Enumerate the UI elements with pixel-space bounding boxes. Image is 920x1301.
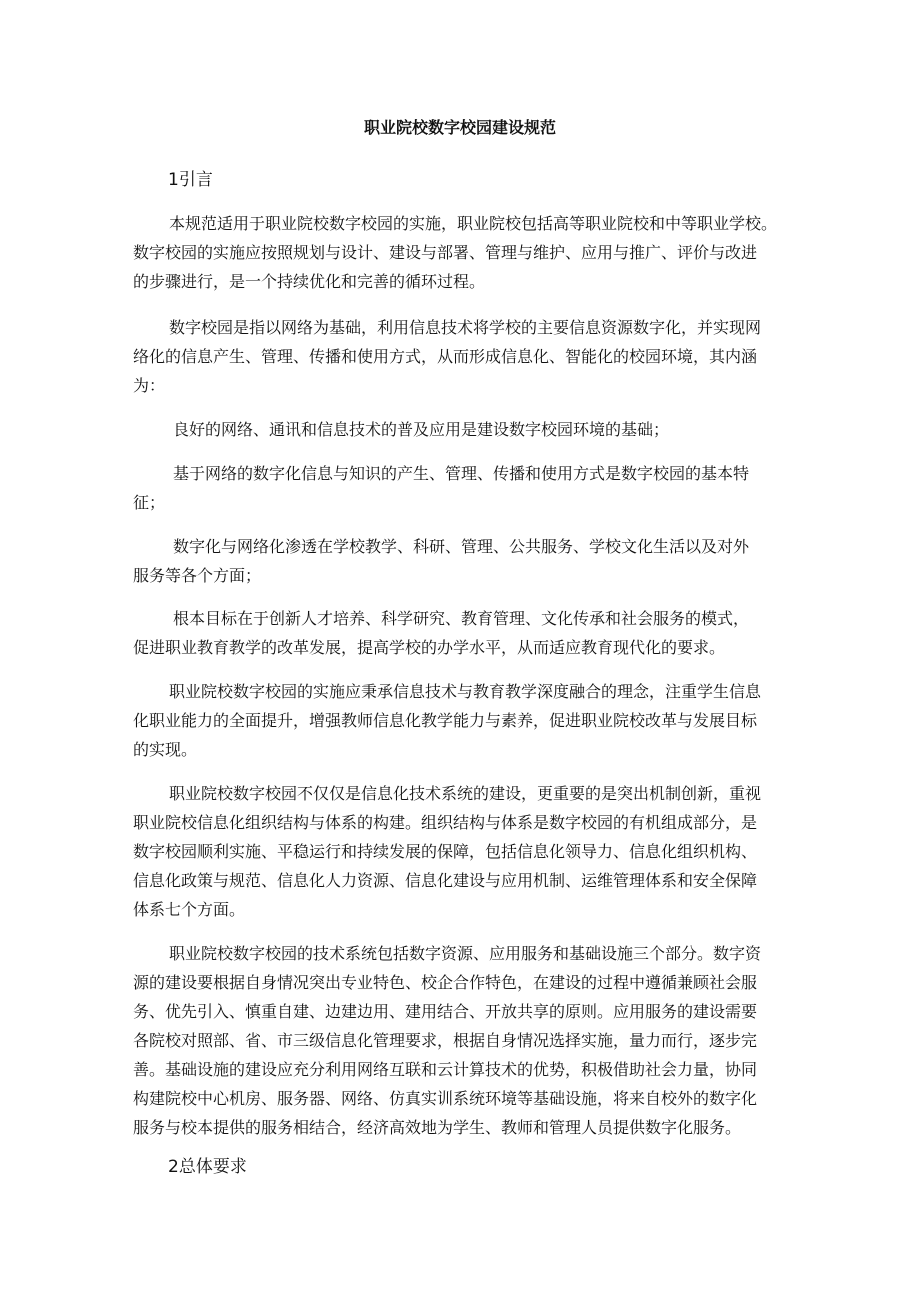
paragraph-connotation-1 — [133, 415, 795, 444]
paragraph-connotation-2 — [133, 459, 795, 517]
paragraph-line: 化职业能力的全面提升，增强教师信息化教学能力与素养，促进职业院校改革与发展目标 — [133, 711, 758, 730]
paragraph-line: 职业院校数字校园不仅仅是信息化技术系统的建设，更重要的是突出机制创新，重视 — [169, 784, 762, 803]
paragraph-line: 的步骤进行，是一个持续优化和完善的循环过程。 — [133, 272, 486, 291]
paragraph-line: 服务等各个方面； — [133, 566, 262, 585]
paragraph-line: 服务与校本提供的服务相结合，经济高效地为学生、教师和管理人员提供数字化服务。 — [133, 1118, 742, 1137]
paragraph-organization — [133, 779, 795, 924]
paragraph-line: 信息化政策与规范、信息化人力资源、信息化建设与应用机制、运维管理体系和安全保障 — [133, 871, 758, 890]
paragraph-line: 良好的网络、通讯和信息技术的普及应用是建设数字校园环境的基础； — [173, 420, 670, 439]
paragraph-line: 促进职业教育教学的改革发展，提高学校的办学水平，从而适应教育现代化的要求。 — [133, 638, 726, 657]
paragraph-scope — [133, 209, 795, 296]
paragraph-line: 数字校园是指以网络为基础，利用信息技术将学校的主要信息资源数字化，并实现网 — [169, 318, 762, 337]
paragraph-line: 构建院校中心机房、服务器、网络、仿真实训系统环境等基础设施，将来自校外的数字化 — [133, 1089, 758, 1108]
paragraph-line: 为： — [133, 376, 166, 395]
paragraph-line: 职业院校数字校园的实施应秉承信息技术与教育教学深度融合的理念，注重学生信息 — [169, 682, 762, 701]
paragraph-connotation-3 — [133, 532, 795, 590]
document-title: 职业院校数字校园建设规范 — [363, 118, 556, 137]
paragraph-line: 数字校园顺利实施、平稳运行和持续发展的保障，包括信息化领导力、信息化组织机构、 — [133, 842, 758, 861]
paragraph-line: 善。基础设施的建设应充分利用网络互联和云计算技术的优势，积极借助社会力量，协同 — [133, 1060, 758, 1079]
paragraph-line: 职业院校数字校园的技术系统包括数字资源、应用服务和基础设施三个部分。数字资 — [169, 944, 762, 963]
paragraph-line: 本规范适用于职业院校数字校园的实施，职业院校包括高等职业院校和中等职业学校。 — [169, 214, 778, 233]
paragraph-line: 根本目标在于创新人才培养、科学研究、教育管理、文化传承和社会服务的模式， — [173, 609, 750, 628]
paragraph-line: 数字校园的实施应按照规划与设计、建设与部署、管理与维护、应用与推广、评价与改进 — [133, 243, 758, 262]
paragraph-line: 数字化与网络化渗透在学校教学、科研、管理、公共服务、学校文化生活以及对外 — [173, 537, 750, 556]
paragraph-line: 务、优先引入、慎重自建、边建边用、建用结合、开放共享的原则。应用服务的建设需要 — [133, 1002, 758, 1021]
paragraph-line: 职业院校信息化组织结构与体系的构建。组织结构与体系是数字校园的有机组成部分，是 — [133, 813, 758, 832]
paragraph-line: 各院校对照部、省、市三级信息化管理要求，根据自身情况选择实施，量力而行，逐步完 — [133, 1031, 758, 1050]
paragraph-line: 络化的信息产生、管理、传播和使用方式，从而形成信息化、智能化的校园环境，其内涵 — [133, 347, 758, 366]
paragraph-line: 基于网络的数字化信息与知识的产生、管理、传播和使用方式是数字校园的基本特 — [173, 464, 750, 483]
paragraph-line: 征； — [133, 493, 166, 512]
paragraph-line: 源的建设要根据自身情况突出专业特色、校企合作特色，在建设的过程中遵循兼顾社会服 — [133, 973, 758, 992]
section-heading-general: 2总体要求 — [168, 1157, 247, 1177]
paragraph-line: 的实现。 — [133, 740, 198, 759]
paragraph-technical-system — [133, 939, 795, 1142]
paragraph-connotation-4 — [133, 604, 795, 662]
section-heading-intro: 1引言 — [168, 170, 213, 190]
paragraph-definition — [133, 313, 795, 400]
paragraph-line: 体系七个方面。 — [133, 900, 246, 919]
paragraph-philosophy — [133, 677, 795, 764]
